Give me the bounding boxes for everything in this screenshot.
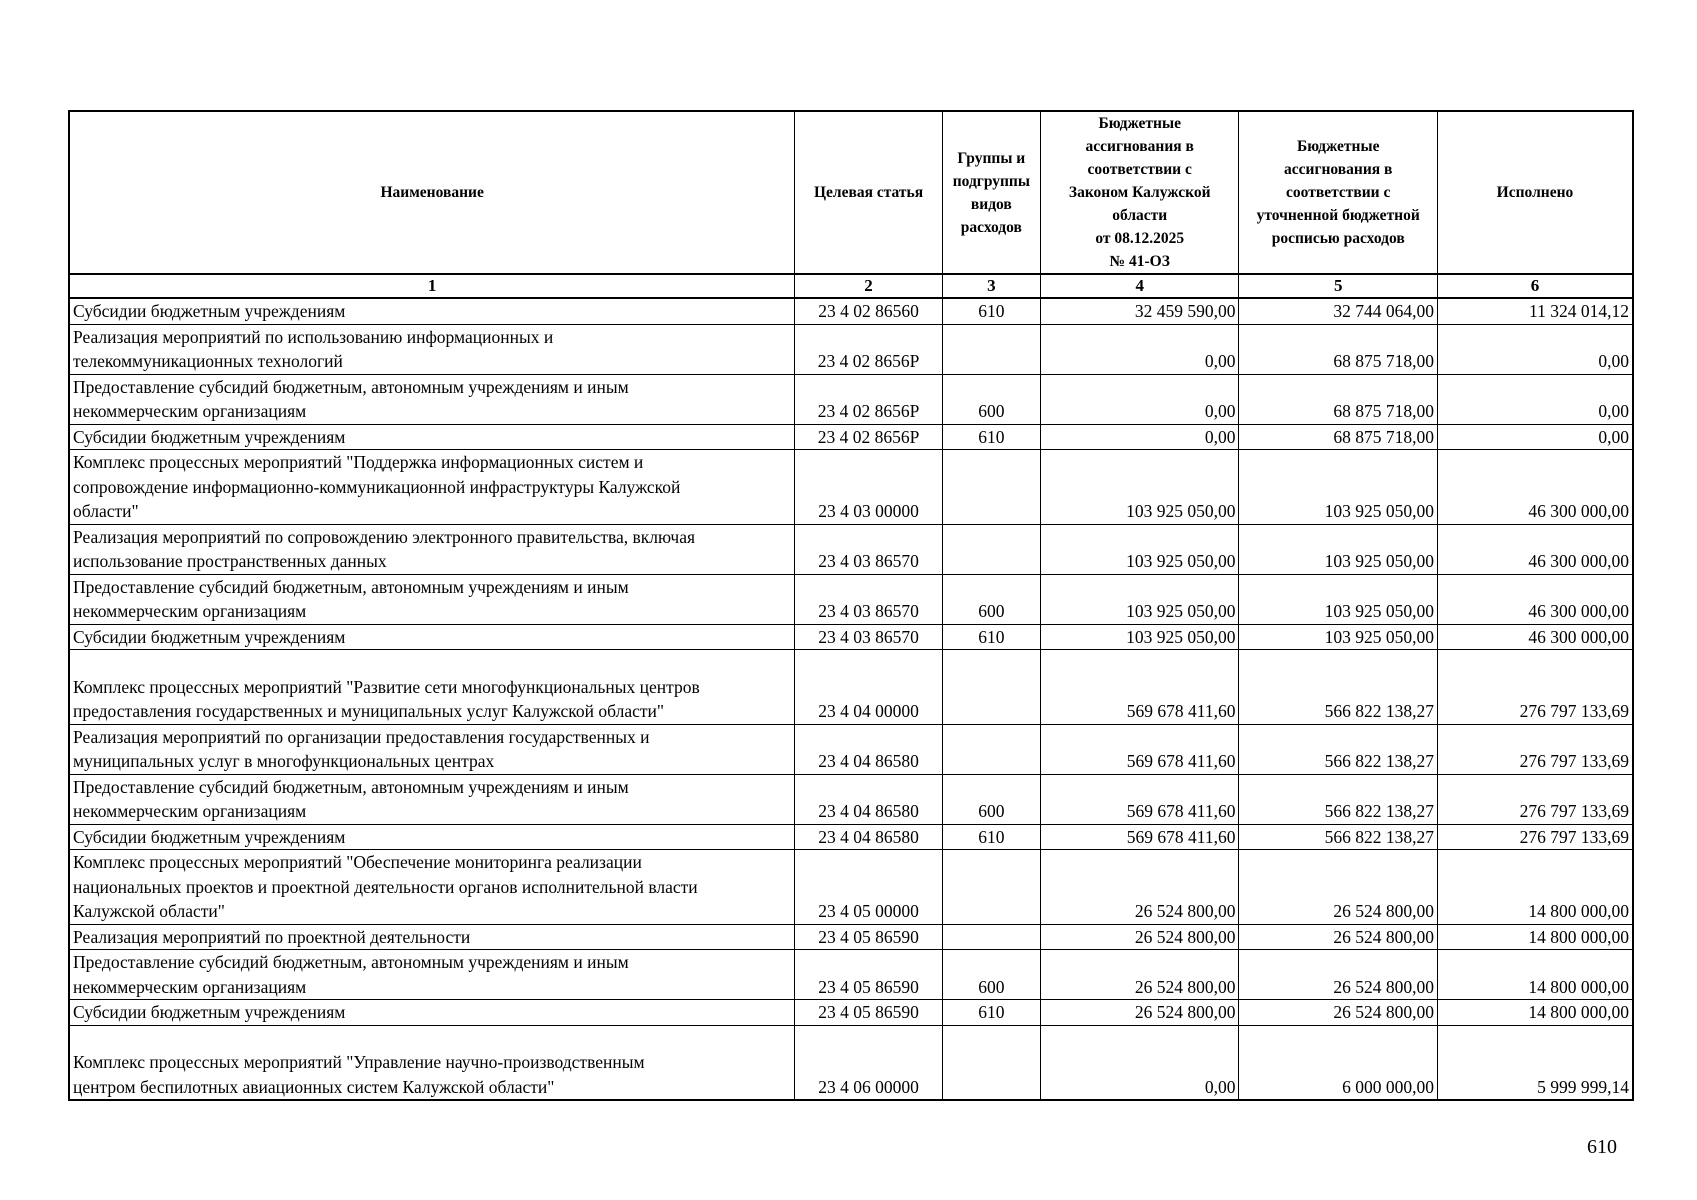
refined-allocation-cell: 103 925 050,00 (1239, 450, 1438, 525)
expense-group-cell (942, 924, 1040, 950)
budget-table (68, 110, 1634, 1101)
header-executed: Исполнено (1437, 111, 1633, 274)
expense-group-cell (942, 724, 1040, 774)
row-name-cell: Реализация мероприятий по сопровождению электронного правительства, включая использование пространственных данных (69, 524, 795, 574)
column-number: 3 (942, 274, 1040, 298)
refined-allocation-cell: 26 524 800,00 (1239, 950, 1438, 1000)
table-row (69, 524, 1633, 574)
header-refined-allocations: Бюджетные ассигнования в соответствии с уточненной бюджетной росписью расходов (1239, 111, 1438, 274)
refined-allocation-cell: 103 925 050,00 (1239, 624, 1438, 650)
table-row (69, 824, 1633, 850)
page-number: 610 (1587, 1136, 1617, 1158)
refined-allocation-cell: 68 875 718,00 (1239, 324, 1438, 374)
target-article-cell: 23 4 03 86570 (795, 574, 942, 624)
law-allocation-cell: 103 925 050,00 (1040, 524, 1239, 574)
target-article-cell: 23 4 02 8656Р (795, 374, 942, 424)
law-allocation-cell: 26 524 800,00 (1040, 950, 1239, 1000)
row-name-cell: Комплекс процессных мероприятий "Поддержка информационных систем и сопровождение информационно-коммуникационной инфраструктуры Калужской области" (69, 450, 795, 525)
table-row (69, 1000, 1633, 1026)
refined-allocation-cell: 103 925 050,00 (1239, 524, 1438, 574)
expense-group-cell: 600 (942, 374, 1040, 424)
column-number: 2 (795, 274, 942, 298)
table-row (69, 624, 1633, 650)
table-row (69, 924, 1633, 950)
header-law-allocations: Бюджетные ассигнования в соответствии с Законом Калужской области от 08.12.2025 № 41-ОЗ (1040, 111, 1239, 274)
executed-cell: 276 797 133,69 (1437, 774, 1633, 824)
row-name-cell: Субсидии бюджетным учреждениям (69, 298, 795, 324)
expense-group-cell: 600 (942, 774, 1040, 824)
law-allocation-cell: 569 678 411,60 (1040, 774, 1239, 824)
expense-group-cell (942, 1025, 1040, 1100)
target-article-cell: 23 4 05 86590 (795, 1000, 942, 1026)
table-row (69, 950, 1633, 1000)
expense-group-cell: 610 (942, 298, 1040, 324)
row-name-cell: Субсидии бюджетным учреждениям (69, 824, 795, 850)
executed-cell: 276 797 133,69 (1437, 724, 1633, 774)
refined-allocation-cell: 6 000 000,00 (1239, 1025, 1438, 1100)
target-article-cell: 23 4 05 00000 (795, 850, 942, 925)
table-row (69, 374, 1633, 424)
refined-allocation-cell: 32 744 064,00 (1239, 298, 1438, 324)
law-allocation-cell: 0,00 (1040, 374, 1239, 424)
row-name-cell: Субсидии бюджетным учреждениям (69, 624, 795, 650)
executed-cell: 14 800 000,00 (1437, 1000, 1633, 1026)
executed-cell: 46 300 000,00 (1437, 624, 1633, 650)
row-name-cell: Субсидии бюджетным учреждениям (69, 1000, 795, 1026)
expense-group-cell (942, 450, 1040, 525)
executed-cell: 0,00 (1437, 424, 1633, 450)
executed-cell: 276 797 133,69 (1437, 650, 1633, 725)
table-row (69, 1025, 1633, 1100)
law-allocation-cell: 26 524 800,00 (1040, 924, 1239, 950)
target-article-cell: 23 4 04 86580 (795, 774, 942, 824)
header-target-article: Целевая статья (795, 111, 942, 274)
expense-group-cell (942, 650, 1040, 725)
law-allocation-cell: 26 524 800,00 (1040, 850, 1239, 925)
target-article-cell: 23 4 02 8656Р (795, 324, 942, 374)
target-article-cell: 23 4 03 00000 (795, 450, 942, 525)
row-name-cell: Реализация мероприятий по использованию информационных и телекоммуникационных технологий (69, 324, 795, 374)
refined-allocation-cell: 26 524 800,00 (1239, 1000, 1438, 1026)
law-allocation-cell: 103 925 050,00 (1040, 450, 1239, 525)
law-allocation-cell: 0,00 (1040, 324, 1239, 374)
header-expense-groups: Группы и подгруппы видов расходов (942, 111, 1040, 274)
row-name-cell: Комплекс процессных мероприятий "Управление научно-производственным центром беспилотных авиационных систем Калужской области" (69, 1025, 795, 1100)
refined-allocation-cell: 26 524 800,00 (1239, 924, 1438, 950)
column-number: 5 (1239, 274, 1438, 298)
target-article-cell: 23 4 05 86590 (795, 924, 942, 950)
target-article-cell: 23 4 06 00000 (795, 1025, 942, 1100)
row-name-cell: Реализация мероприятий по организации предоставления государственных и муниципальных услуг в многофункциональных центрах (69, 724, 795, 774)
refined-allocation-cell: 566 822 138,27 (1239, 724, 1438, 774)
expense-group-cell: 600 (942, 950, 1040, 1000)
executed-cell: 46 300 000,00 (1437, 574, 1633, 624)
executed-cell: 0,00 (1437, 374, 1633, 424)
table-row (69, 850, 1633, 925)
row-name-cell: Комплекс процессных мероприятий "Обеспечение мониторинга реализации национальных проектов и проектной деятельности органов исполнительной власти Калужской области" (69, 850, 795, 925)
refined-allocation-cell: 103 925 050,00 (1239, 574, 1438, 624)
column-number: 1 (69, 274, 795, 298)
law-allocation-cell: 26 524 800,00 (1040, 1000, 1239, 1026)
expense-group-cell (942, 850, 1040, 925)
target-article-cell: 23 4 04 00000 (795, 650, 942, 725)
target-article-cell: 23 4 04 86580 (795, 824, 942, 850)
target-article-cell: 23 4 03 86570 (795, 524, 942, 574)
row-name-cell: Комплекс процессных мероприятий "Развитие сети многофункциональных центров предоставления государственных и муниципальных услуг Калужской области" (69, 650, 795, 725)
row-name-cell: Предоставление субсидий бюджетным, автономным учреждениям и иным некоммерческим организациям (69, 774, 795, 824)
expense-group-cell: 610 (942, 424, 1040, 450)
row-name-cell: Субсидии бюджетным учреждениям (69, 424, 795, 450)
header-name: Наименование (69, 111, 795, 274)
executed-cell: 46 300 000,00 (1437, 524, 1633, 574)
expense-group-cell: 610 (942, 624, 1040, 650)
refined-allocation-cell: 566 822 138,27 (1239, 650, 1438, 725)
expense-group-cell: 610 (942, 1000, 1040, 1026)
table-body (69, 298, 1633, 1100)
table-row (69, 574, 1633, 624)
target-article-cell: 23 4 02 86560 (795, 298, 942, 324)
executed-cell: 5 999 999,14 (1437, 1025, 1633, 1100)
target-article-cell: 23 4 03 86570 (795, 624, 942, 650)
refined-allocation-cell: 26 524 800,00 (1239, 850, 1438, 925)
table-row (69, 724, 1633, 774)
law-allocation-cell: 103 925 050,00 (1040, 624, 1239, 650)
column-number: 4 (1040, 274, 1239, 298)
header-row (69, 111, 1633, 274)
law-allocation-cell: 103 925 050,00 (1040, 574, 1239, 624)
row-name-cell: Предоставление субсидий бюджетным, автономным учреждениям и иным некоммерческим организациям (69, 950, 795, 1000)
target-article-cell: 23 4 02 8656Р (795, 424, 942, 450)
column-number: 6 (1437, 274, 1633, 298)
expense-group-cell: 600 (942, 574, 1040, 624)
executed-cell: 14 800 000,00 (1437, 850, 1633, 925)
table-row (69, 650, 1633, 725)
table-row (69, 774, 1633, 824)
executed-cell: 14 800 000,00 (1437, 950, 1633, 1000)
law-allocation-cell: 569 678 411,60 (1040, 650, 1239, 725)
row-name-cell: Предоставление субсидий бюджетным, автономным учреждениям и иным некоммерческим организациям (69, 574, 795, 624)
executed-cell: 11 324 014,12 (1437, 298, 1633, 324)
row-name-cell: Предоставление субсидий бюджетным, автономным учреждениям и иным некоммерческим организациям (69, 374, 795, 424)
column-number-row (69, 274, 1633, 298)
expense-group-cell (942, 324, 1040, 374)
law-allocation-cell: 569 678 411,60 (1040, 824, 1239, 850)
expense-group-cell (942, 524, 1040, 574)
table-row (69, 298, 1633, 324)
law-allocation-cell: 569 678 411,60 (1040, 724, 1239, 774)
table-row (69, 424, 1633, 450)
law-allocation-cell: 0,00 (1040, 1025, 1239, 1100)
table-row (69, 450, 1633, 525)
refined-allocation-cell: 68 875 718,00 (1239, 424, 1438, 450)
target-article-cell: 23 4 04 86580 (795, 724, 942, 774)
executed-cell: 0,00 (1437, 324, 1633, 374)
refined-allocation-cell: 68 875 718,00 (1239, 374, 1438, 424)
refined-allocation-cell: 566 822 138,27 (1239, 824, 1438, 850)
refined-allocation-cell: 566 822 138,27 (1239, 774, 1438, 824)
executed-cell: 276 797 133,69 (1437, 824, 1633, 850)
table-row (69, 324, 1633, 374)
expense-group-cell: 610 (942, 824, 1040, 850)
executed-cell: 14 800 000,00 (1437, 924, 1633, 950)
law-allocation-cell: 32 459 590,00 (1040, 298, 1239, 324)
target-article-cell: 23 4 05 86590 (795, 950, 942, 1000)
executed-cell: 46 300 000,00 (1437, 450, 1633, 525)
law-allocation-cell: 0,00 (1040, 424, 1239, 450)
row-name-cell: Реализация мероприятий по проектной деятельности (69, 924, 795, 950)
